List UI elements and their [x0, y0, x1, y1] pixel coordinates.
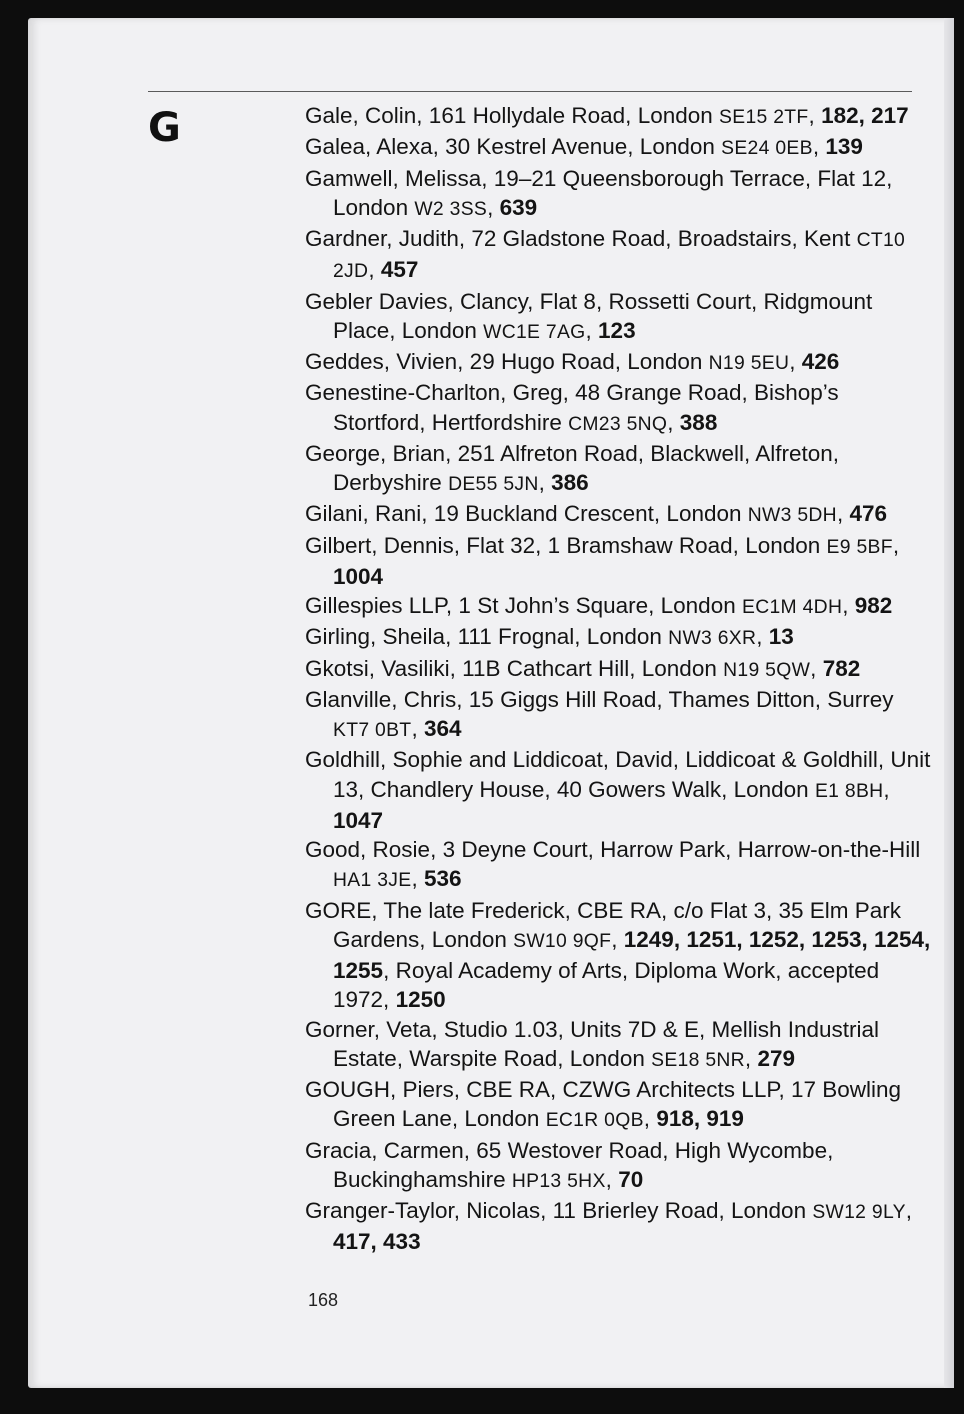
entry-separator: , [808, 103, 815, 128]
page-number: 168 [308, 1290, 339, 1310]
entry-separator: , [842, 593, 849, 618]
entry-postcode: SE24 0EB [721, 137, 813, 160]
entry-postcode: SW12 9LY [812, 1201, 906, 1223]
entry-postcode: E9 5BF [826, 535, 893, 558]
entry-address: Girling, Sheila, 111 Frognal, London [305, 624, 662, 650]
entry-address: George, Brian, 251 Alfreton Road, Blackwell, Alfreton, Derbyshire [305, 440, 840, 495]
entry-postcode: E1 8BH [814, 779, 884, 802]
index-entry [305, 654, 935, 685]
entry-page-refs: 457 [380, 257, 419, 283]
index-entry [305, 499, 935, 530]
entry-separator: , [643, 1106, 651, 1132]
entry-postcode: SW10 9QF [513, 929, 612, 952]
entry-page-refs: 426 [801, 349, 840, 374]
entry-postcode: W2 3SS [414, 197, 488, 220]
index-entry [305, 591, 935, 622]
entry-address: Gilani, Rani, 19 Buckland Crescent, London [305, 501, 742, 527]
index-entry [305, 896, 935, 1015]
index-entry [305, 347, 935, 378]
index-entry [305, 1136, 935, 1197]
entry-page-refs: 182, 217 [821, 103, 909, 128]
entry-postcode: NW3 5DH [747, 504, 837, 527]
entry-postcode: CM23 5NQ [568, 412, 668, 435]
entry-page-refs: 13 [768, 624, 794, 650]
entry-postcode: SE15 2TF [719, 106, 809, 128]
entry-separator: , [487, 194, 494, 220]
index-entry [305, 1196, 935, 1257]
index-entry [305, 132, 935, 163]
entry-separator: , [611, 926, 618, 952]
index-entry [305, 439, 935, 500]
section-letter: G [148, 105, 181, 151]
entry-page-refs: 1004 [333, 563, 384, 589]
index-entry [305, 1015, 935, 1076]
entry-postcode: WC1E 7AG [483, 320, 586, 343]
entry-address: Genestine-Charlton, Greg, 48 Grange Road, Bishop’s Stortford, Hertfordshire [305, 380, 839, 435]
entry-postcode: CT10 2JD [333, 229, 906, 283]
entry-page-refs-extra: 1250 [395, 987, 446, 1013]
index-entry [305, 531, 935, 592]
entry-separator: , [585, 317, 592, 343]
entry-separator: , [411, 716, 418, 741]
entry-postcode: DE55 5JN [448, 473, 539, 495]
entry-page-refs: 123 [598, 317, 636, 343]
entry-separator: , [411, 866, 418, 892]
entry-separator: , [756, 624, 763, 650]
index-entry-list [305, 101, 935, 1257]
entry-page-refs: 386 [551, 470, 589, 495]
entry-page-refs: 364 [423, 716, 462, 741]
entry-address: Good, Rosie, 3 Deyne Court, Harrow Park, Harrow-on-the-Hill [305, 837, 921, 862]
entry-address: Gamwell, Melissa, 19–21 Queensborough Terrace, Flat 12, London [305, 165, 893, 220]
top-rule [148, 91, 912, 92]
entry-separator: , [667, 409, 674, 435]
entry-page-refs: 782 [822, 655, 861, 681]
entry-address: Gale, Colin, 161 Hollydale Road, London [305, 103, 713, 128]
entry-address: Gkotsi, Vasiliki, 11B Cathcart Hill, London [305, 655, 717, 681]
entry-page-refs: 1047 [333, 807, 384, 833]
entry-address: GOUGH, Piers, CBE RA, CZWG Architects LLP, 17 Bowling Green Lane, London [305, 1077, 902, 1132]
entry-address: Geddes, Vivien, 29 Hugo Road, London [305, 349, 703, 374]
entry-address: Gardner, Judith, 72 Gladstone Road, Broadstairs, Kent [305, 226, 851, 251]
page-edge-shadow [944, 18, 954, 1388]
index-entry [305, 835, 935, 896]
index-entry [305, 101, 935, 132]
entry-separator: , [892, 532, 900, 558]
entry-address: Granger-Taylor, Nicolas, 11 Brierley Road, London [305, 1198, 807, 1223]
entry-page-refs: 536 [423, 866, 462, 892]
entry-note: , Royal Academy of Arts, Diploma Work, accepted 1972, [333, 958, 880, 1013]
entry-page-refs: 139 [825, 134, 863, 160]
index-entry [305, 224, 935, 287]
index-entry [305, 164, 935, 225]
entry-postcode: EC1M 4DH [742, 596, 843, 618]
entry-address: Glanville, Chris, 15 Giggs Hill Road, Thames Ditton, Surrey [305, 686, 894, 712]
entry-address: Goldhill, Sophie and Liddicoat, David, Liddicoat & Goldhill, Unit 13, Chandlery House, 40 Gowers Walk, London [305, 747, 931, 802]
index-entry [305, 685, 935, 746]
entry-separator: , [812, 134, 820, 160]
entry-postcode: NW3 6XR [668, 627, 757, 650]
entry-page-refs: 70 [618, 1166, 644, 1192]
entry-address: Gilbert, Dennis, Flat 32, 1 Bramshaw Road, London [305, 532, 821, 558]
entry-separator: , [810, 655, 817, 681]
entry-address: Gebler Davies, Clancy, Flat 8, Rossetti Court, Ridgmount Place, London [305, 288, 873, 343]
entry-postcode: N19 5EU [708, 352, 790, 374]
entry-page-refs: 639 [499, 194, 538, 220]
entry-postcode: HA1 3JE [333, 869, 412, 892]
entry-separator: , [538, 470, 545, 495]
entry-separator: , [883, 776, 890, 802]
index-entry [305, 378, 935, 439]
entry-page-refs: 279 [757, 1045, 795, 1071]
entry-address: Gracia, Carmen, 65 Westover Road, High Wycombe, Buckinghamshire [305, 1137, 834, 1192]
entry-separator: , [368, 257, 375, 283]
entry-page-refs: 388 [679, 409, 718, 435]
entry-page-refs: 1249, 1251, 1252, 1253, 1254, 1255 [333, 926, 931, 983]
entry-page-refs: 982 [854, 593, 893, 618]
entry-address: Galea, Alexa, 30 Kestrel Avenue, London [305, 134, 715, 160]
entry-page-refs: 417, 433 [333, 1229, 421, 1255]
index-entry [305, 1075, 935, 1136]
index-entry [305, 622, 935, 653]
entry-postcode: KT7 0BT [333, 719, 412, 741]
index-entry [305, 745, 935, 835]
entry-address: GORE, The late Frederick, CBE RA, c/o Flat 3, 35 Elm Park Gardens, London [305, 897, 902, 952]
entry-separator: , [605, 1166, 612, 1192]
entry-postcode: N19 5QW [723, 658, 811, 681]
entry-address: Gillespies LLP, 1 St John’s Square, London [305, 593, 736, 618]
entry-separator: , [789, 349, 796, 374]
entry-postcode: HP13 5HX [511, 1169, 606, 1192]
entry-postcode: SE18 5NR [651, 1048, 745, 1071]
entry-postcode: EC1R 0QB [545, 1109, 644, 1132]
entry-separator: , [744, 1045, 752, 1071]
entry-separator: , [836, 501, 844, 527]
index-entry [305, 287, 935, 348]
entry-address: Gorner, Veta, Studio 1.03, Units 7D & E, Mellish Industrial Estate, Warspite Road, London [305, 1016, 880, 1071]
entry-page-refs: 918, 919 [656, 1106, 744, 1132]
entry-page-refs: 476 [849, 501, 888, 527]
entry-separator: , [905, 1198, 913, 1223]
